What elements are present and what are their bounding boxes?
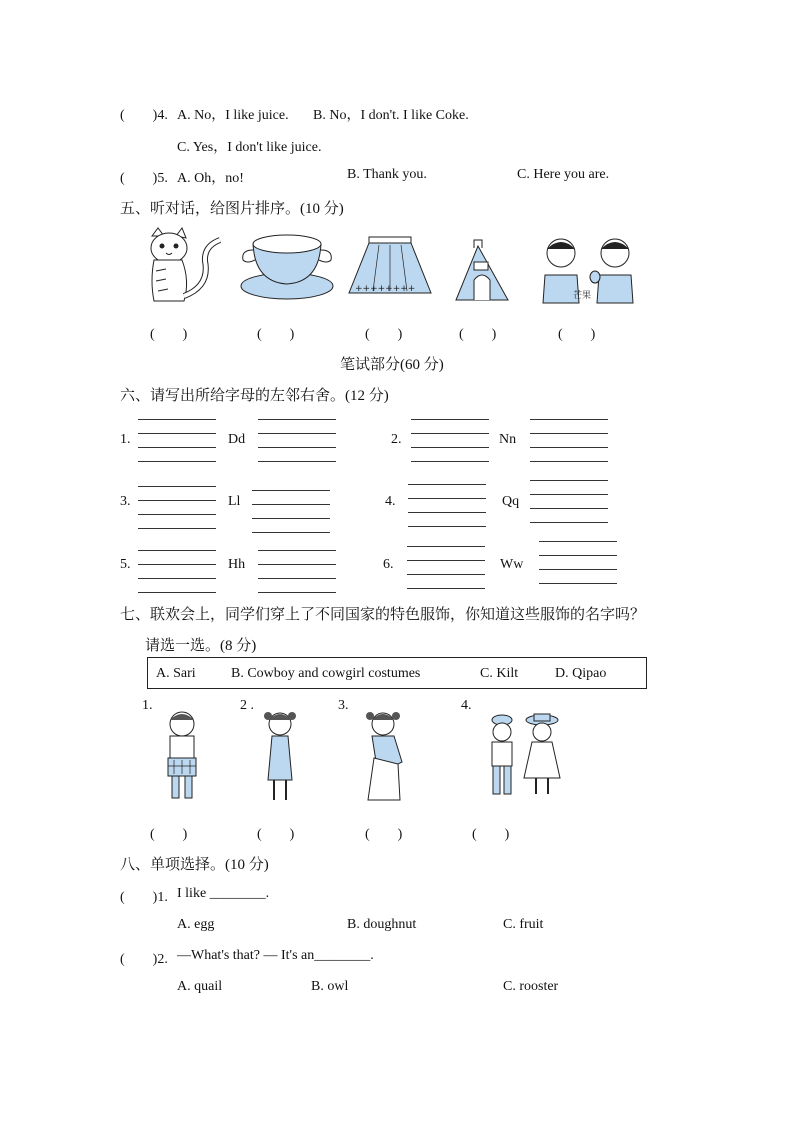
p6-item3-letter: Ll bbox=[228, 494, 241, 509]
p6-item4-letter: Qq bbox=[502, 494, 520, 509]
part7-blank-4[interactable]: ( ) bbox=[472, 827, 510, 842]
p7-num-4: 4. bbox=[461, 698, 472, 713]
written-section-title: 笔试部分(60 分) bbox=[340, 357, 444, 373]
p8-q2-stem: —What's that? — It's an________. bbox=[177, 948, 374, 963]
sari-girl-picture bbox=[358, 708, 408, 804]
q4-paren: ( )4. bbox=[120, 108, 168, 123]
part7-blank-1[interactable]: ( ) bbox=[150, 827, 188, 842]
skirt-picture bbox=[347, 233, 433, 301]
q4-option-a: A. No，I like juice. bbox=[177, 108, 289, 123]
p8-q1-stem: I like ________. bbox=[177, 886, 270, 901]
p6-item2-letter: Nn bbox=[499, 432, 517, 447]
q5-option-c: C. Here you are. bbox=[517, 167, 610, 182]
p7-num-3: 3. bbox=[338, 698, 349, 713]
part7-blank-2[interactable]: ( ) bbox=[257, 827, 295, 842]
part5-blank-1[interactable]: ( ) bbox=[150, 327, 188, 342]
part7-subtitle: 请选一选。(8 分) bbox=[145, 638, 257, 654]
p7-option-c: C. Kilt bbox=[480, 666, 519, 681]
part5-blank-2[interactable]: ( ) bbox=[257, 327, 295, 342]
p6-item2-num: 2. bbox=[391, 432, 402, 447]
part7-title: 七、联欢会上，同学们穿上了不同国家的特色服饰，你知道这些服饰的名字吗？ bbox=[120, 607, 646, 623]
part5-blank-5[interactable]: ( ) bbox=[558, 327, 596, 342]
part5-title: 五、听对话，给图片排序。(10 分) bbox=[120, 201, 344, 217]
q4-option-c: C. Yes，I don't like juice. bbox=[177, 140, 322, 155]
p6-item3-num: 3. bbox=[120, 494, 131, 509]
p8-q1-option-b: B. doughnut bbox=[347, 917, 417, 932]
svg-text:++++++++: ++++++++ bbox=[355, 284, 416, 294]
girls-mango-picture bbox=[533, 235, 643, 305]
cat-picture bbox=[140, 226, 225, 306]
p6-item4-num: 4. bbox=[385, 494, 396, 509]
part5-blank-4[interactable]: ( ) bbox=[459, 327, 497, 342]
q5-option-b: B. Thank you. bbox=[347, 167, 427, 182]
p7-option-d: D. Qipao bbox=[555, 666, 607, 681]
p8-q1-paren: ( )1. bbox=[120, 890, 168, 905]
p7-option-b: B. Cowboy and cowgirl costumes bbox=[231, 666, 421, 681]
p6-item1-letter: Dd bbox=[228, 432, 246, 447]
p8-q1-option-a: A. egg bbox=[177, 917, 215, 932]
part8-title: 八、单项选择。(10 分) bbox=[120, 857, 269, 873]
part7-blank-3[interactable]: ( ) bbox=[365, 827, 403, 842]
p8-q2-paren: ( )2. bbox=[120, 952, 168, 967]
part6-title: 六、请写出所给字母的左邻右舍。(12 分) bbox=[120, 388, 389, 404]
p7-num-2: 2 . bbox=[240, 698, 254, 713]
p8-q2-option-b: B. owl bbox=[311, 979, 349, 994]
p7-option-a: A. Sari bbox=[156, 666, 196, 681]
bowl-picture bbox=[237, 230, 337, 302]
p6-item6-num: 6. bbox=[383, 557, 394, 572]
qipao-girl-picture bbox=[262, 708, 298, 804]
p8-q2-option-a: A. quail bbox=[177, 979, 223, 994]
p6-item6-letter: Ww bbox=[500, 557, 524, 572]
cowboy-cowgirl-picture bbox=[484, 712, 574, 800]
p6-item5-letter: Hh bbox=[228, 557, 246, 572]
tent-picture bbox=[452, 232, 512, 302]
q5-paren: ( )5. bbox=[120, 171, 168, 186]
p7-num-1: 1. bbox=[142, 698, 153, 713]
kilt-boy-picture bbox=[160, 708, 204, 804]
part5-blank-3[interactable]: ( ) bbox=[365, 327, 403, 342]
p8-q2-option-c: C. rooster bbox=[503, 979, 559, 994]
q5-option-a: A. Oh，no! bbox=[177, 171, 244, 186]
q4-option-b: B. No，I don't. I like Coke. bbox=[313, 108, 469, 123]
p8-q1-option-c: C. fruit bbox=[503, 917, 544, 932]
p6-item5-num: 5. bbox=[120, 557, 131, 572]
mango-label: 芒果 bbox=[573, 291, 592, 301]
p6-item1-num: 1. bbox=[120, 432, 131, 447]
